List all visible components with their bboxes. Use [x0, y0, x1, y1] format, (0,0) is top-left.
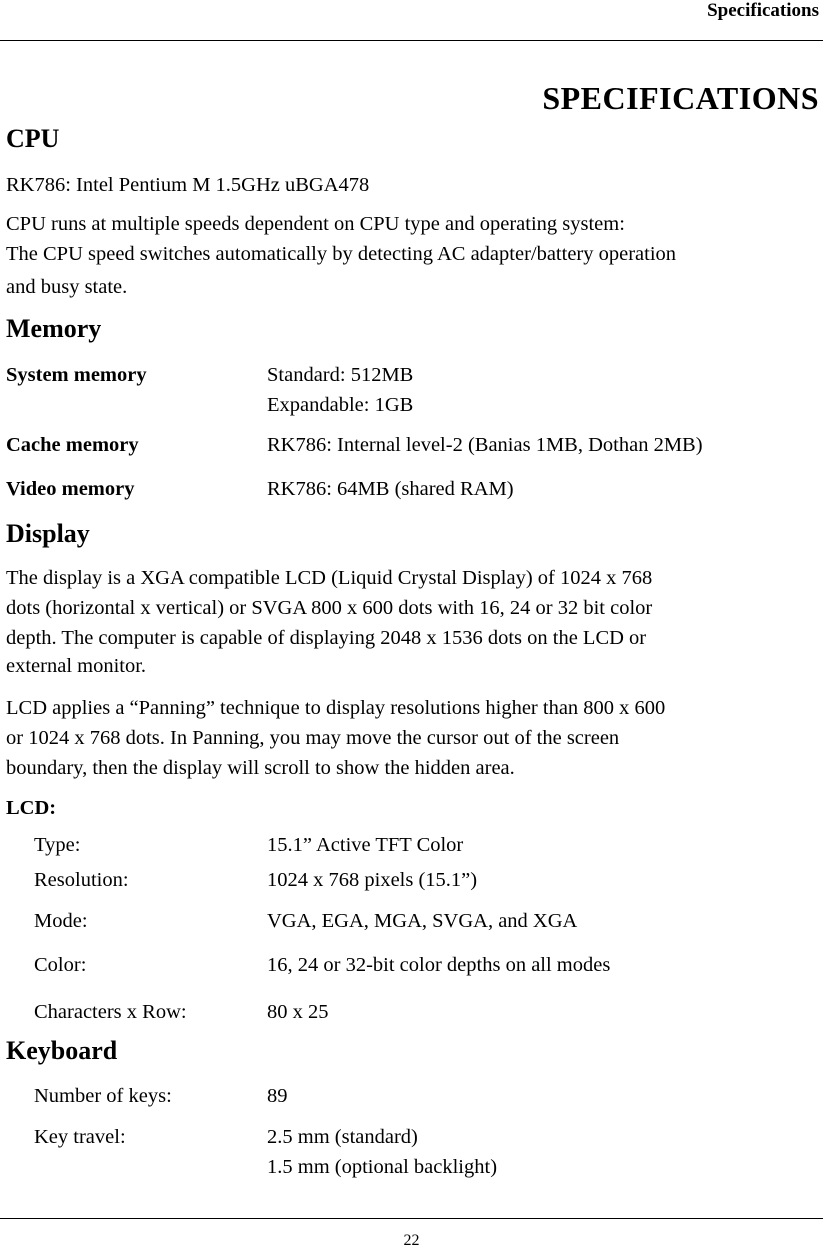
memory-label-cache: Cache memory — [6, 434, 139, 456]
cpu-para-line: The CPU speed switches automatically by detecting AC adapter/battery operation — [6, 243, 677, 265]
footer-rule — [0, 1218, 823, 1219]
lcd-row-value: 1024 x 768 pixels (15.1”) — [267, 869, 478, 891]
display-para1-line: dots (horizontal x vertical) or SVGA 800 x 600 dots with 16, 24 or 32 bit color — [6, 597, 653, 619]
keyboard-row-value: 89 — [267, 1085, 288, 1107]
display-para1-line: external monitor. — [6, 655, 147, 677]
memory-value: RK786: 64MB (shared RAM) — [267, 478, 514, 500]
lcd-row-value: 15.1” Active TFT Color — [267, 834, 464, 856]
keyboard-row-label: Number of keys: — [34, 1085, 172, 1107]
lcd-label: LCD: — [6, 797, 57, 819]
lcd-row-label: Color: — [34, 954, 87, 976]
lcd-row-value: 16, 24 or 32-bit color depths on all modes — [267, 954, 611, 976]
memory-value: Expandable: 1GB — [267, 394, 414, 416]
lcd-row-label: Characters x Row: — [34, 1001, 187, 1023]
section-heading-keyboard: Keyboard — [6, 1036, 118, 1065]
running-header: Specifications — [707, 0, 819, 21]
page-number: 22 — [403, 1232, 420, 1249]
lcd-row-label: Resolution: — [34, 869, 129, 891]
cpu-para-line: and busy state. — [6, 276, 128, 298]
memory-value: Standard: 512MB — [267, 364, 414, 386]
keyboard-row-label: Key travel: — [34, 1126, 126, 1148]
display-para2-line: boundary, then the display will scroll to show the hidden area. — [6, 757, 515, 779]
display-para1-line: depth. The computer is capable of displaying 2048 x 1536 dots on the LCD or — [6, 627, 647, 649]
keyboard-row-value: 2.5 mm (standard) — [267, 1126, 418, 1148]
cpu-model: RK786: Intel Pentium M 1.5GHz uBGA478 — [6, 174, 370, 196]
memory-label-system: System memory — [6, 364, 147, 386]
cpu-para-line: CPU runs at multiple speeds dependent on CPU type and operating system: — [6, 213, 625, 235]
memory-label-video: Video memory — [6, 478, 135, 500]
lcd-row-label: Type: — [34, 834, 81, 856]
section-heading-display: Display — [6, 519, 90, 548]
display-para2-line: or 1024 x 768 dots. In Panning, you may move the cursor out of the screen — [6, 727, 620, 749]
display-para2-line: LCD applies a “Panning” technique to display resolutions higher than 800 x 600 — [6, 697, 666, 719]
page-title: SPECIFICATIONS — [542, 80, 819, 116]
memory-value: RK786: Internal level-2 (Banias 1MB, Dothan 2MB) — [267, 434, 703, 456]
keyboard-row-value: 1.5 mm (optional backlight) — [267, 1156, 498, 1178]
section-heading-cpu: CPU — [6, 124, 60, 153]
display-para1-line: The display is a XGA compatible LCD (Liquid Crystal Display) of 1024 x 768 — [6, 567, 653, 589]
lcd-row-value: 80 x 25 — [267, 1001, 329, 1023]
lcd-row-label: Mode: — [34, 910, 88, 932]
section-heading-memory: Memory — [6, 314, 102, 343]
lcd-row-value: VGA, EGA, MGA, SVGA, and XGA — [267, 910, 578, 932]
header-rule — [0, 40, 823, 41]
